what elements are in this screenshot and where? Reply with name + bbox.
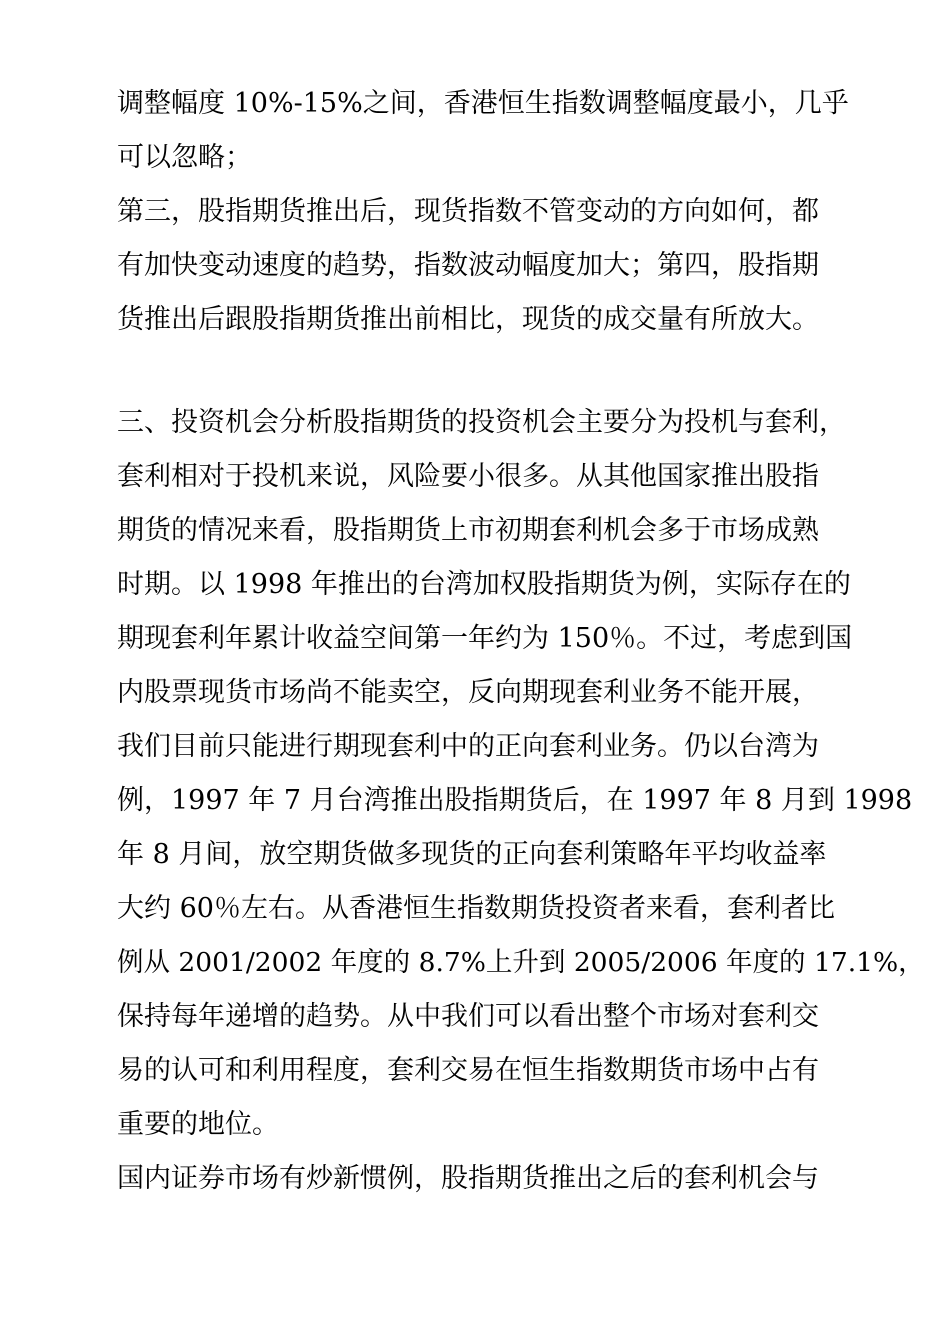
text-line: 期货的情况来看，股指期货上市初期套利机会多于市场成熟: [117, 515, 819, 546]
text-line: 时期。以 1998 年推出的台湾加权股指期货为例，实际存在的: [117, 569, 851, 600]
text-line: 货推出后跟股指期货推出前相比，现货的成交量有所放大。: [117, 304, 819, 335]
text-line: 保持每年递增的趋势。从中我们可以看出整个市场对套利交: [117, 1001, 819, 1032]
text-line: 调整幅度 10%-15%之间，香港恒生指数调整幅度最小，几乎: [117, 88, 849, 119]
text-line: 重要的地位。: [117, 1109, 279, 1140]
text-line: 我们目前只能进行期现套利中的正向套利业务。仍以台湾为: [117, 731, 819, 762]
text-line: 年 8 月间，放空期货做多现货的正向套利策略年平均收益率: [117, 839, 827, 870]
text-line: 国内证券市场有炒新惯例，股指期货推出之后的套利机会与: [117, 1163, 819, 1194]
text-line: 三、投资机会分析股指期货的投资机会主要分为投机与套利，: [117, 407, 846, 438]
text-line: 套利相对于投机来说，风险要小很多。从其他国家推出股指: [117, 461, 819, 492]
text-line: 内股票现货市场尚不能卖空，反向期现套利业务不能开展，: [117, 677, 819, 708]
text-line: 例，1997 年 7 月台湾推出股指期货后，在 1997 年 8 月到 1998: [117, 785, 913, 816]
text-line: 第三，股指期货推出后，现货指数不管变动的方向如何，都: [117, 196, 819, 227]
text-line: 例从 2001/2002 年度的 8.7%上升到 2005/2006 年度的 17.1%，: [117, 947, 925, 978]
text-line: 易的认可和利用程度，套利交易在恒生指数期货市场中占有: [117, 1055, 819, 1086]
text-line: 大约 60％左右。从香港恒生指数期货投资者来看，套利者比: [117, 893, 835, 924]
text-line: 可以忽略；: [117, 142, 252, 173]
text-line: 期现套利年累计收益空间第一年约为 150％。不过，考虑到国: [117, 623, 853, 654]
text-line: 有加快变动速度的趋势，指数波动幅度加大；第四，股指期: [117, 250, 819, 281]
